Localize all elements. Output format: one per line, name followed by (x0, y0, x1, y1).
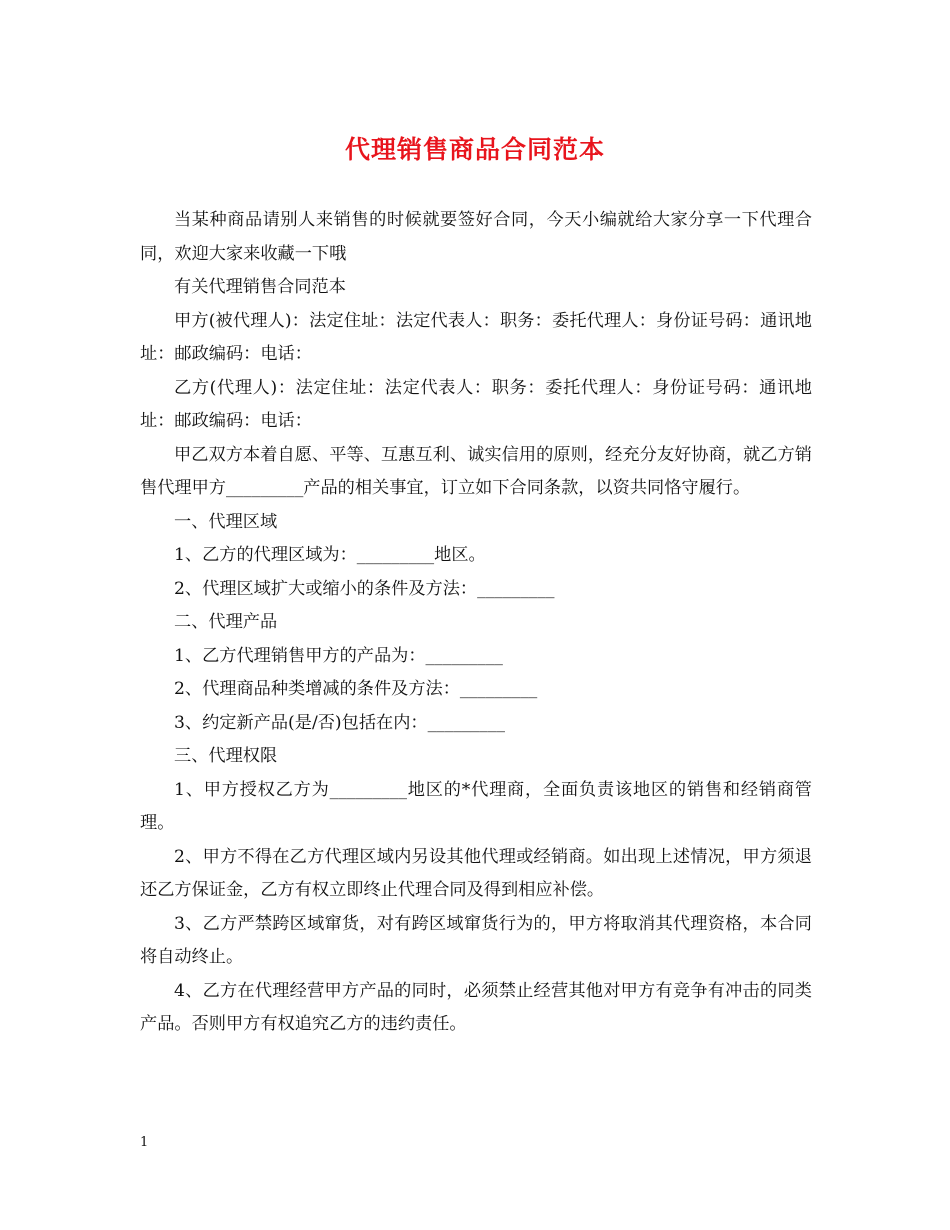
clause-paragraph: 4、乙方在代理经营甲方产品的同时，必须禁止经营其他对甲方有竞争有冲击的同类产品。否则甲方有权追究乙方的违约责任。 (140, 980, 812, 1034)
clause-paragraph: 3、乙方严禁跨区域窜货，对有跨区域窜货行为的，甲方将取消其代理资格，本合同将自动终止。 (140, 913, 812, 967)
section-heading-territory: 一、代理区域 (174, 511, 278, 532)
intro-paragraph: 当某种商品请别人来销售的时候就要签好合同，今天小编就给大家分享一下代理合同，欢迎大家来收藏一下哦 (140, 210, 812, 264)
preamble-paragraph: 甲乙双方本着自愿、平等、互惠互利、诚实信用的原则，经充分友好协商，就乙方销售代理甲方_________产品的相关事宜，订立如下合同条款，以资共同恪守履行。 (140, 444, 812, 498)
clause-paragraph: 3、约定新产品(是/否)包括在内：_________ (174, 712, 505, 733)
clause-paragraph: 2、甲方不得在乙方代理区域内另设其他代理或经销商。如出现上述情况，甲方须退还乙方保证金，乙方有权立即终止代理合同及得到相应补偿。 (140, 846, 812, 900)
clause-paragraph: 1、甲方授权乙方为_________地区的*代理商，全面负责该地区的销售和经销商管理。 (140, 779, 812, 833)
clause-paragraph: 2、代理商品种类增减的条件及方法：_________ (174, 679, 538, 699)
section-heading-authority: 三、代理权限 (174, 746, 278, 766)
party-b-paragraph: 乙方(代理人)：法定住址：法定代表人：职务：委托代理人：身份证号码：通讯地址：邮政编码：电话： (140, 377, 812, 431)
clause-paragraph: 2、代理区域扩大或缩小的条件及方法：_________ (174, 578, 555, 599)
party-a-paragraph: 甲方(被代理人)：法定住址：法定代表人：职务：委托代理人：身份证号码：通讯地址：邮政编码：电话： (140, 310, 812, 364)
clause-paragraph: 1、乙方的代理区域为：_________地区。 (174, 545, 486, 565)
clause-paragraph: 1、乙方代理销售甲方的产品为：_________ (174, 645, 503, 666)
document-body (140, 204, 812, 1042)
page-number: 1 (140, 1135, 149, 1150)
document-title: 代理销售商品合同范本 (344, 135, 605, 164)
subtitle-paragraph: 有关代理销售合同范本 (174, 277, 346, 297)
section-heading-products: 二、代理产品 (174, 612, 278, 632)
